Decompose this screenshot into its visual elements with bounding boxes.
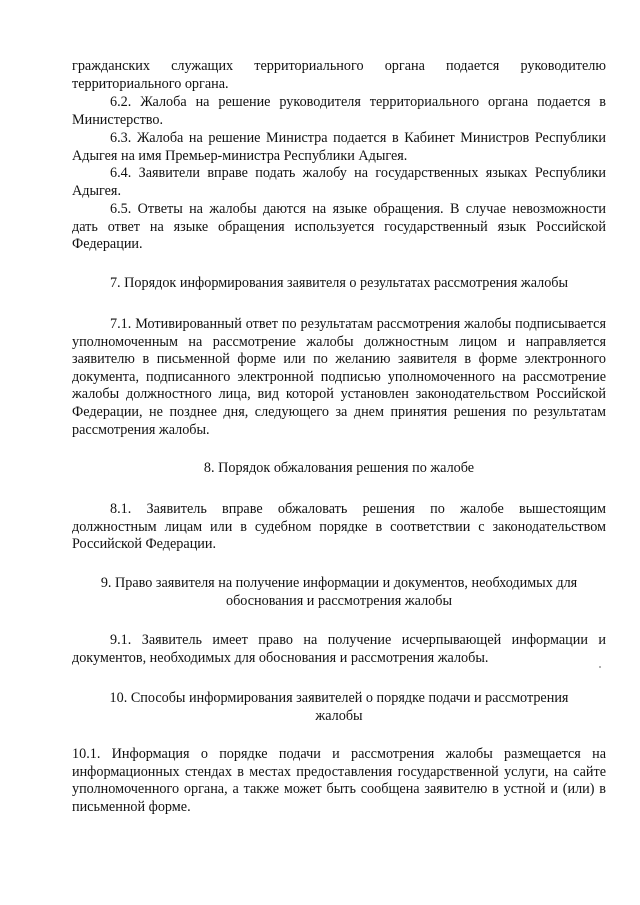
paragraph-6-2: 6.2. Жалоба на решение руководителя территориального органа подается в Министерство.: [72, 94, 606, 128]
section-heading-10: 10. Способы информирования заявителей о порядке подачи и рассмотрения жалобы: [109, 690, 569, 724]
paragraph-6-5: 6.5. Ответы на жалобы даются на языке обращения. В случае невозможности дать ответ на языке обращения используется государственный язык Российской Федерации.: [72, 201, 606, 253]
paragraph-8-1: 8.1. Заявитель вправе обжаловать решения по жалобе вышестоящим должностным лицам или в судебном порядке в соответствии с законодательством Российской Федерации.: [72, 501, 606, 553]
paragraph-6-3: 6.3. Жалоба на решение Министра подается в Кабинет Министров Республики Адыгея на имя Премьер-министра Республики Адыгея.: [72, 130, 606, 164]
section-heading-7: 7. Порядок информирования заявителя о результатах рассмотрения жалобы: [109, 275, 569, 291]
paragraph-continuation: гражданских служащих территориального органа подается руководителю территориального органа.: [72, 58, 606, 92]
section-heading-9: 9. Право заявителя на получение информации и документов, необходимых для обоснования и рассмотрения жалобы: [100, 575, 578, 609]
section-heading-8: 8. Порядок обжалования решения по жалобе: [203, 460, 475, 476]
paragraph-6-4: 6.4. Заявители вправе подать жалобу на государственных языках Республики Адыгея.: [72, 165, 606, 199]
paragraph-10-1: 10.1. Информация о порядке подачи и рассмотрения жалобы размещается на информационных стендах в местах предоставления государственной услуги, на сайте уполномоченного органа, а также может быть сообщена заявителю в устной и (или) в письменной форме.: [72, 746, 606, 815]
paragraph-7-1: 7.1. Мотивированный ответ по результатам рассмотрения жалобы подписывается уполномоченным на рассмотрение жалобы должностным лицом и направляется заявителю в письменной форме или по желанию заявителя в форме электронного документа, подписанного электронной подписью уполномоченного на рассмотрение жалобы должностного лица, вид которой установлен законодательством Российской Федерации, не позднее дня, следующего за днем принятия решения по результатам рассмотрения жалобы.: [72, 316, 606, 438]
scan-speck: [599, 666, 601, 668]
paragraph-9-1: 9.1. Заявитель имеет право на получение исчерпывающей информации и документов, необходимых для обоснования и рассмотрения жалобы.: [72, 632, 606, 666]
